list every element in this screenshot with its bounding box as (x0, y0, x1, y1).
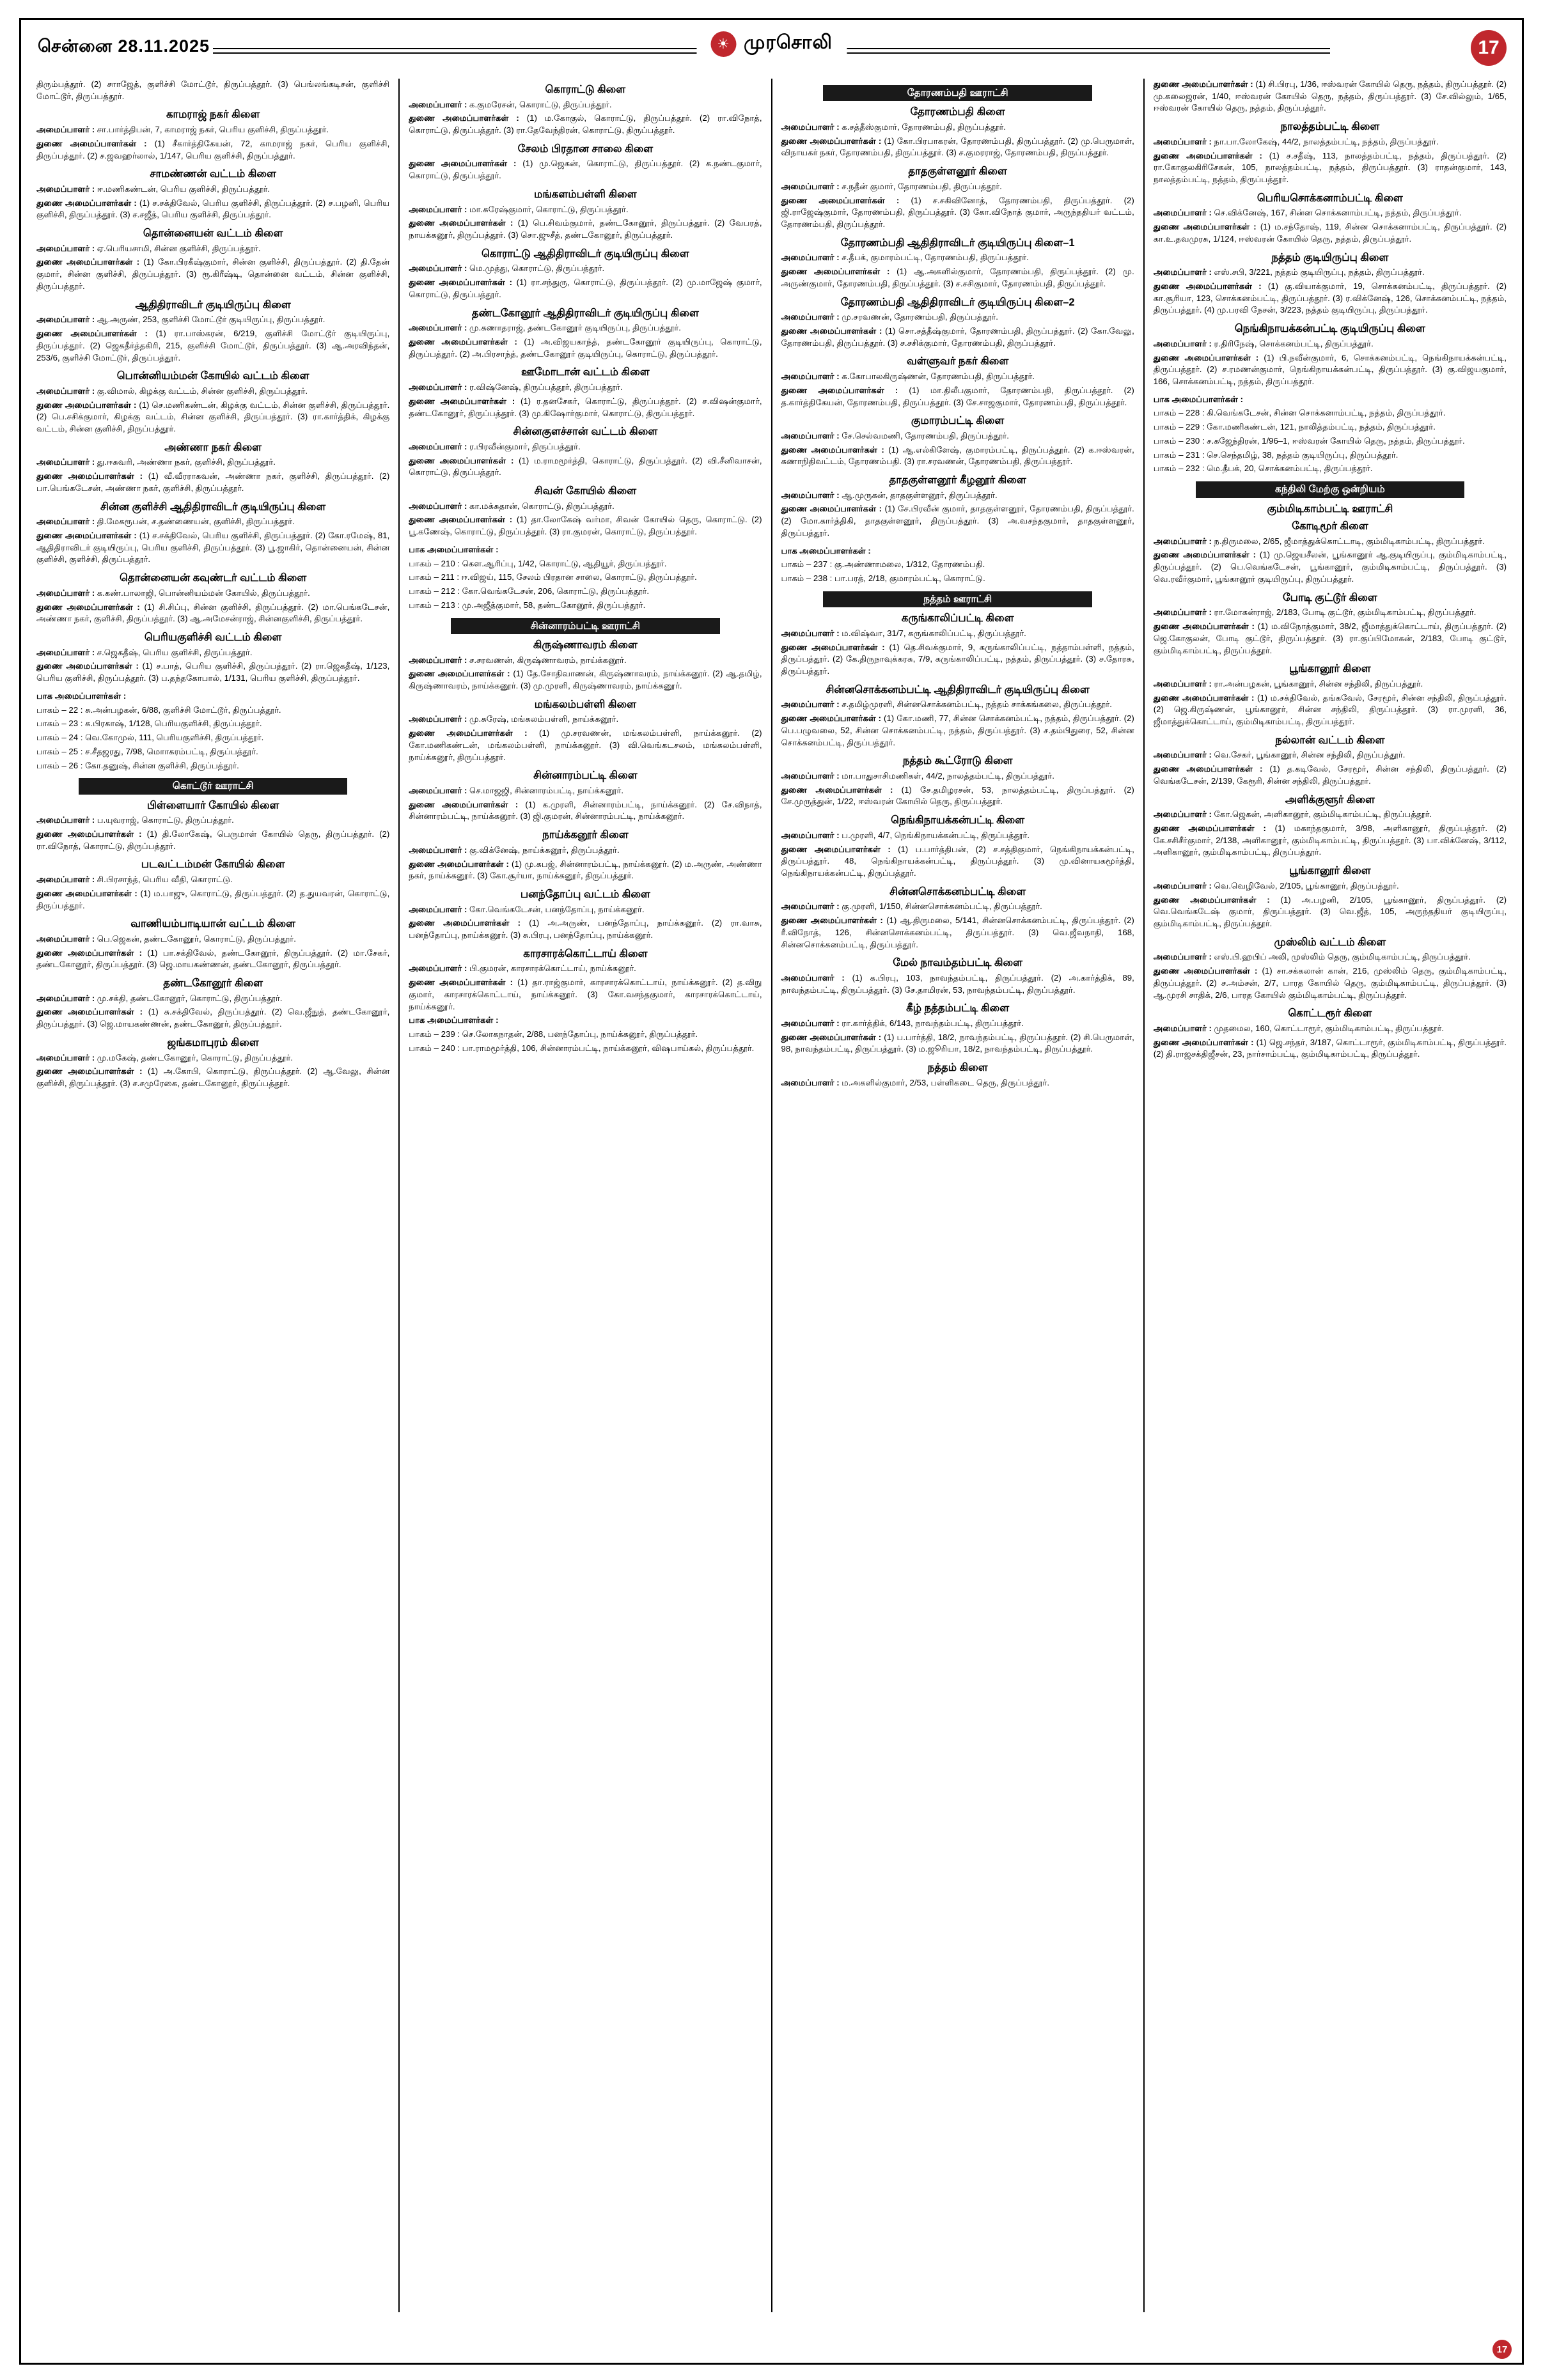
branch-heading: மங்களம்பள்ளி கிளை (534, 188, 637, 200)
text-block (409, 322, 762, 360)
paragraph: துணை அமைப்பாளர்கள் : (1) ச.பாத், பெரிய குளிச்சி, திருப்பத்தூர். (2) ரா.ஜெகதீஷ், 1/123, பெரிய குளிச்சி, திருப்பத்தூர். (3) ப.தந்தகோபால், 1/131, பெரிய குளிச்சி, திருப்பத்தூர். (36, 661, 390, 683)
paragraph: பாகம் – 24 : வெ.கோமுல், 111, பெரியகுளிச்சி, திருப்பத்தூர். (36, 733, 264, 743)
branch-heading: சின்ன குளிச்சி ஆதிதிராவிடர் குடியிருப்பு கிளை (100, 501, 326, 513)
paragraph: அமைப்பாளர் : ஈ.மணிகண்டன், பெரிய குளிச்சி, திருப்பத்தூர். (36, 183, 270, 194)
paragraph: அமைப்பாளர் : பி.குமரன், காரசாரக்கொட்டாய், நாய்க்கனூர். (409, 963, 636, 974)
page-number-footer: 17 (1492, 2340, 1512, 2359)
paragraph: துணை அமைப்பாளர்கள் : (1) கோ.பிரகீஷ்குமார், சின்ன குளிச்சி, திருப்பத்தூர். (2) தி.தேன் குமார், சின்ன குளிச்சி, திருப்பத்தூர். (3) ரூ.கிரீஷ்டி, தொன்னை வட்டம், சின்ன குளிச்சி, திருப்பத்தூர். (36, 257, 390, 291)
paragraph: துணை அமைப்பாளர்கள் : (1) மு.ஜெகன், கொராட்டு, திருப்பத்தூர். (2) க.நண்டகுமார், கொராட்டு, திருப்பத்தூர். (409, 159, 762, 181)
paragraph: அமைப்பாளர் : ர.விஷ்னேஷ், திருப்பத்தூர், திருப்பத்தூர். (409, 382, 623, 393)
paragraph: துணை அமைப்பாளர்கள் : (1) சே.தமிழரசன், 53, நாலத்தம்பட்டி, திருப்பத்தூர். (2) சே.முருத்துன், 1/22, ஈஸ்வரன் கோயில் தெரு, திருப்பத்தூர். (781, 784, 1134, 807)
paragraph: துணை அமைப்பாளர்கள் : (1) ஆ.திருமலை, 5/141, சின்னசொக்கனம்பட்டி, திருப்பத்தூர். (2) ரீ.விநோத், 126, சின்னசொக்கனம்பட்டி, திருப்பத்தூர். (3) வெ.ஜீவநாதி, 168, சின்னசொக்கனம்பட்டி, திருப்பத்தூர். (781, 915, 1134, 949)
branch-heading: கீழ் நத்தம்பட்டி கிளை (906, 1002, 1010, 1015)
text-block (409, 713, 762, 763)
paragraph: அமைப்பாளர் : கோ.ஜெகன், அளிகானூர், கும்மிடிகாம்பட்டி, திருப்பத்தூர். (1153, 809, 1432, 820)
paragraph: அமைப்பாளர் : ச.ஜெகதீஷ், பெரிய குளிச்சி, திருப்பத்தூர். (36, 647, 253, 657)
paragraph: பாகம் – 210 : கௌ.ஆரிப்பு, 1/42, கொராட்டு, ஆதியூர், திருப்பத்தூர். (409, 558, 667, 568)
section-banner: கந்திலி மேற்கு ஒன்றியம் (1196, 481, 1465, 497)
paragraph: அமைப்பாளர் : செ.மாஜஜி, சின்னாரம்பட்டி, நாய்க்கனூர். (409, 785, 624, 795)
text-block (781, 181, 1134, 231)
text-block (781, 699, 1134, 749)
paragraph: அமைப்பாளர் : கா.மக்சுதான், கொராட்டு, திருப்பத்தூர். (409, 501, 615, 511)
branch-heading: ஆதிதிராவிடர் குடியிருப்பு கிளை (135, 299, 291, 311)
branch-heading: காரசாரக்கொட்டாய் கிளை (523, 947, 648, 960)
branch-heading: சேலம் பிரதான சாலை கிளை (517, 143, 654, 155)
paragraph: துணை அமைப்பாளர்கள் : (1) க.முரளி, சின்னாரம்பட்டி, நாய்க்கனூர். (2) சே.விநாத், சின்னாரம்பட்டி, நாய்க்கனூர். (3) ஜி.குமரன், சின்னாரம்பட்டி, நாய்க்கனூர். (409, 799, 762, 821)
branch-heading: நெங்கிநாயக்கன்பட்டி குடியிருப்பு கிளை (1234, 323, 1425, 335)
paragraph: அமைப்பாளர் : து.ஈசுவரி, அண்ணா நகர், குளிச்சி, திருப்பத்தூர். (36, 457, 276, 467)
branch-heading: காமராஜ் நகர் கிளை (166, 109, 260, 121)
paragraph: அமைப்பாளர் : எஸ்.சபி, 3/221, நத்தம் குடியிருப்பு, நத்தம், திருப்பத்தூர். (1153, 267, 1425, 277)
paragraph: துணை அமைப்பாளர்கள் : (1) ச.சக்திவேல், பெரிய குளிச்சி, திருப்பத்தூர். (2) கோ.ரமேஷ், 81, ஆதிதிராவிடர் குடியிருப்பு, பெரிய குளிச்சி, திருப்பத்தூர். (3) பூ.ஜாகிர், தொன்னையன், சின்ன குளிச்சி, குளிச்சி, திருப்பத்தூர். (36, 531, 390, 564)
branch-heading: கோடிமூர் கிளை (1292, 520, 1368, 533)
text-block (409, 204, 762, 242)
branch-heading: முஸ்லிம் வட்டம் கிளை (1274, 936, 1386, 948)
section-banner: நத்தம் ஊராட்சி (823, 591, 1092, 607)
paragraph: துணை அமைப்பாளர்கள் : (1) கோ.பிரபாகரன், தோரணம்பதி, திருப்பத்தூர். (2) மு.பெருமாள், விநாயகர் நகர், தோரணம்பதி, திருப்பத்தூர். (3) ச.குமரராஜ், தோரணம்பதி, திருப்பத்தூர். (781, 136, 1134, 158)
text-block (781, 628, 1134, 678)
paragraph: துணை அமைப்பாளர்கள் : (1) ம.சக்திவேல், தங்கவேல், சேரமூர், சின்ன சந்திலி, திருப்பத்தூர். (2) ஜெ.கிருஷ்ணன், பூங்கானூர், சின்ன சந்திலி, திருப்பத்தூர். (3) ரா.முரளி, 36, ஜீமாத்துக்கொட்டாய், கும்மிடிகாம்பட்டி, திருப்பத்தூர். (1153, 692, 1507, 727)
paragraph: துணை அமைப்பாளர்கள் : (1) கு.வியாக்குமார், 19, சொக்கனம்பட்டி, திருப்பத்தூர். (2) கா.சூரியா, 123, சொக்கனம்பட்டி, திருப்பத்தூர். (3) ர.விக்னேஷ், 126, சொக்கனம்பட்டி, நத்தம், திருப்பத்தூர். (4) மு.பரவி நேசன், 3/223, நத்தம் குடியிருப்பு, திருப்பத்தூர். (1153, 281, 1507, 315)
text-block (781, 430, 1134, 468)
text-block (36, 647, 389, 685)
branch-heading: தோரணம்பதி ஆதிதிராவிடர் குடியிருப்பு கிளை–2 (840, 296, 1075, 308)
text-block (36, 456, 389, 494)
paragraph: துணை அமைப்பாளர்கள் : (1) சு.சக்திவேல், திருப்பத்தூர். (2) வெ.ஜீநுத், தண்டகோனூர், திருப்பத்தூர். (3) ஜெ.மாயகண்ணன், தண்டகோனூர், திருப்பத்தூர். (36, 1007, 390, 1029)
paragraph: பாகம் – 229 : கோ.மணிகண்டன், 121, நாலித்தம்பட்டி, நத்தம், திருப்பத்தூர். (1153, 422, 1436, 432)
paragraph: அமைப்பாளர் : வெ.வெழிவேல், 2/105, பூங்கானூர், திருப்பத்தூர். (1153, 880, 1399, 891)
text-block (781, 311, 1134, 349)
paragraph: அமைப்பாளர் : ச.தீபக், குமாரம்பட்டி, தோரணம்பதி, திருப்பத்தூர். (781, 253, 1029, 263)
text-block (1154, 880, 1507, 930)
branch-heading: நத்தம் கூட்ரோடு கிளை (902, 755, 1013, 767)
branch-heading: சின்னசொக்கனம்பட்டி ஆதிதிராவிடர் குடியிருப்பு கிளை (826, 683, 1090, 696)
masthead-logo (696, 31, 847, 57)
text-block (781, 1018, 1134, 1055)
paragraph: பாக அமைப்பாளர்கள் : (1153, 394, 1243, 404)
paragraph: துணை அமைப்பாளர்கள் : (1) ம.ராமமூர்த்தி, கொராட்டு, திருப்பத்தூர். (2) வி.சீனிவாசன், கொராட்டு, திருப்பத்தூர். (409, 455, 762, 478)
branch-heading: சிவன் கோயில் கிளை (534, 485, 637, 497)
text-block (36, 385, 389, 435)
branch-heading: ஜங்கமாபுரம் கிளை (167, 1036, 259, 1048)
page-border (19, 18, 1524, 2365)
paragraph: அமைப்பாளர் : க.கோபாலகிருஷ்ணன், தோரணம்பதி, திருப்பத்தூர். (781, 371, 1035, 382)
branch-heading: வள்ளுவர் நகர் கிளை (906, 355, 1009, 368)
text-block (1154, 951, 1507, 1001)
text-block (409, 785, 762, 823)
text-block (36, 874, 389, 912)
column-1 (27, 79, 398, 2312)
branch-heading: தண்டகோனூர் ஆதிதிராவிடர் குடியிருப்பு கிளை (471, 307, 699, 319)
paragraph: பாகம் – 23 : க.பிரகாஷ், 1/128, பெரியகுளிச்சி, திருப்பத்தூர். (36, 719, 262, 729)
text-block (1154, 79, 1507, 114)
text-block (36, 183, 389, 221)
publication-title: முரசொலி (744, 32, 833, 53)
paragraph: துணை அமைப்பாளர்கள் : (1) வீ.வீரராகவன், அண்ணா நகர், குளிச்சி, திருப்பத்தூர். (2) பா.பெங்கடேசன், அண்ணா நகர், குளிச்சி, திருப்பத்தூர். (36, 471, 390, 493)
text-block (781, 121, 1134, 159)
paragraph: அமைப்பாளர் : கு.விக்னேஷ், நாய்க்கனூர், திருப்பத்தூர். (409, 844, 620, 855)
paragraph: துணை அமைப்பாளர்கள் : (1) ர.தனசேகர், கொராட்டு, திருப்பத்தூர். (2) ச.விஷன்குமார், தண்டகோனூர், திருப்பத்தூர். (3) மு.கிஷோர்குமார், கொராட்டு, திருப்பத்தூர். (409, 396, 762, 418)
branch-heading: நல்லான் வட்டம் கிளை (1275, 734, 1385, 746)
text-block (36, 993, 389, 1031)
paragraph: அமைப்பாளர் : கு.விமால், கிழக்கு வட்டம், சின்ன குளிச்சி, திருப்பத்தூர். (36, 385, 308, 396)
paragraph: துணை அமைப்பாளர்கள் : (1) சா.சக்கலான் கான், 216, முஸ்லிம் தெரு, கும்மிடிகாம்பட்டி, திருப்பத்தூர். (2) ச.அம்சன், 2/7, பாரத கோயில் தெரு, கும்மிடிகாம்பட்டி, திருப்பத்தூர். (3) ஆ.முரசி சாதிக், 2/6, பாரத கோயில் கும்மிடிகாம்பட்டி, திருப்பத்தூர். (1153, 966, 1507, 1000)
text-block (1154, 749, 1507, 787)
paragraph: அமைப்பாளர் : ரா.மோகன்ராஜ், 2/183, போடி குட்டூர், கும்மிடிகாம்பட்டி, திருப்பத்தூர். (1153, 607, 1476, 618)
branch-heading: வாணியம்பாடியான் வட்டம் கிளை (130, 918, 295, 930)
paragraph: துணை அமைப்பாளர்கள் : (1) ச.சக்திவேல், பெரிய குளிச்சி, திருப்பத்தூர். (2) ச.பழனி, பெரிய குளிச்சி, திருப்பத்தூர். (3) ச.சஜீத், பெரிய குளிச்சி, திருப்பத்தூர். (36, 198, 390, 220)
branch-heading: கும்மிடிகாம்பட்டி ஊராட்சி (1267, 502, 1393, 515)
branch-heading: நாலத்தம்பட்டி கிளை (1280, 121, 1380, 133)
paragraph: துணை அமைப்பாளர்கள் : (1) ச.சகிவினோத், தோரணம்பதி, திருப்பத்தூர். (2) ஜி.ராஜேஷ்குமார், தோரணம்பதி, திருப்பத்தூர். (3) கோ.விநோத் குமார், அருந்ததியர் வட்டம், தோரணம்பதி, திருப்பத்தூர். (781, 195, 1134, 229)
paragraph: துணை அமைப்பாளர்கள் : (1) ப.பார்த்திபன், (2) ச.சத்திகுமார், நெங்கிநாயக்கன்பட்டி, திருப்பத்தூர். 48, நெங்கிநாயக்கன்பட்டி, திருப்பத்தூர். (3) மு.வினாயகமூர்த்தி, நெங்கிநாயக்கன்பட்டி, திருப்பத்தூர். (781, 844, 1134, 878)
paragraph: துணை அமைப்பாளர்கள் : (1) பெ.சிவம்குமார், தண்டகோனூர், திருப்பத்தூர். (2) வேபரத், நாயக்கனூர், திருப்பத்தூர். (3) சொ.ஜுசீத், தண்டகோனூர், திருப்பத்தூர். (409, 218, 762, 240)
branch-heading: பூங்கானூர் கிளை (1289, 865, 1371, 877)
paragraph: துணை அமைப்பாளர்கள் : (1) ஜெ.சந்தர், 3/187, கொட்டாரூர், கும்மிடிகாம்பட்டி, திருப்பத்தூர். (2) தி.ராஜசக்திஜீசன், 23, நார்சாம்பட்டி, கும்மிடிகாம்பட்டி, திருப்பத்தூர். (1153, 1037, 1507, 1059)
paragraph: பாகம் – 228 : கி.வெங்கடேசன், சின்ன சொக்கனாம்பட்டி, நத்தம், திருப்பத்தூர். (1153, 408, 1446, 418)
paragraph: துணை அமைப்பாளர்கள் : (1) மு.கபஜ், சின்னாரம்பட்டி, நாய்க்கனூர். (2) ம.அருண், அண்ணா நகர், நாய்க்கனூர். (3) கோ.சூர்யா, நாய்க்கனூர், திருப்பத்தூர். (409, 859, 762, 881)
paragraph: துணை அமைப்பாளர்கள் : (1) பா.சக்திவேல், தண்டகோனூர், திருப்பத்தூர். (2) மா.சேகர், தண்டகோனூர், திருப்பத்தூர். (3) ஜெ.மாயகண்ணன், தண்டகோனூர், திருப்பத்தூர். (36, 947, 390, 970)
paragraph: துணை அமைப்பாளர்கள் : (1) தா.லோகேஷ் வர்மா, சிவன் கோயில் தெரு, கொராட்டு. (2) பூ.கணேஷ், கொராட்டு, திருப்பத்தூர். (3) ரா.குமரன், கொராட்டு, திருப்பத்தூர். (409, 515, 762, 537)
section-banner: தோரணம்பதி ஊராட்சி (823, 85, 1092, 101)
paragraph: பாகம் – 26 : கோ.தனுஷ், சின்ன குளிச்சி, திருப்பத்தூர். (36, 760, 239, 770)
paragraph: அமைப்பாளர் : மா.சுரேஷ்குமார், கொராட்டு, திருப்பத்தூர். (409, 204, 629, 214)
text-block (1154, 1023, 1507, 1061)
paragraph: பாகம் – 25 : ச.சீதஜரது, 7/98, மொாகரம்பட்டி, திருப்பத்தூர். (36, 746, 258, 756)
text-block (36, 814, 389, 852)
text-block (1154, 607, 1507, 657)
paragraph: அமைப்பாளர் : க.கண்.பாலாஜி, பொன்னியம்மன் கோயில், திருப்பத்தூர். (36, 587, 310, 598)
paragraph: அமைப்பாளர் : மு.கணாதராஜ், தண்டகோனூர் குடியிருப்பு, திருப்பத்தூர். (409, 323, 681, 333)
edition-date: சென்னை 28.11.2025 (38, 36, 210, 56)
branch-heading: படவட்டம்மன் கோயில் கிளை (141, 859, 285, 871)
paragraph: அமைப்பாளர் : ஏ.பெரியசாமி, சின்ன குளிச்சி, திருப்பத்தூர். (36, 243, 261, 253)
branch-heading: கருங்காலிப்பட்டி கிளை (901, 612, 1014, 625)
text-block (409, 501, 762, 538)
branch-heading: நெங்கிநாயக்கன்பட்டி கிளை (891, 814, 1025, 827)
paragraph: துணை அமைப்பாளர்கள் : (1) தா.ராஜ்குமார், காரசாரக்கொட்டாய், நாய்க்கனூர். (2) த.விநு குமார், காரசாரக்கொட்டாய், நாய்க்கனூர். (3) கோ.வசந்தகுமார், காரசாரக்கொட்டாய், நாய்க்கனூர். (409, 977, 762, 1011)
article-columns (21, 75, 1522, 2312)
text-block (781, 252, 1134, 290)
branch-heading: அண்ணா நகர் கிளை (164, 441, 262, 453)
text-block (36, 516, 389, 566)
paragraph: அமைப்பாளர் : வெ.சேகர், பூங்கானூர், சின்ன சந்திலி, திருப்பத்தூர். (1153, 750, 1406, 760)
text-block (36, 243, 389, 293)
branch-heading: பெரியசொக்கனாம்பட்டி கிளை (1257, 192, 1403, 204)
branch-heading: சின்னாரம்பட்டி கிளை (533, 770, 638, 782)
text-block (781, 770, 1134, 808)
branch-heading: நாய்க்கனூர் கிளை (542, 829, 629, 841)
branch-heading: தண்டகோனூர் கிளை (163, 977, 263, 990)
paragraph: பாக அமைப்பாளர்கள் : (781, 545, 871, 556)
paragraph: துணை அமைப்பாளர்கள் : (1) கோ.மணி, 77, சின்ன சொக்கனம்பட்டி, நத்தம், திருப்பத்தூர். (2) பெ.பழுவலை, 52, சின்ன சொக்கனம்பட்டி, நத்தம், திருப்பத்தூர். (3) ச.தம்பிதுரை, 52, சின்ன சொக்கனம்பட்டி, திருப்பத்தூர். (781, 713, 1134, 747)
branch-heading: பிள்ளையார் கோயில் கிளை (146, 799, 279, 811)
masthead (21, 20, 1522, 75)
paragraph: அமைப்பாளர் : ப.முரளி, 4/7, நெங்கிநாயக்கன்பட்டி, திருப்பத்தூர். (781, 830, 1030, 840)
branch-heading: தோரணம்பதி கிளை (910, 106, 1005, 118)
paragraph: துணை அமைப்பாளர்கள் : (1) அ.பழனி, 2/105, பூங்கானூர், திருப்பத்தூர். (2) வெ.வெங்கடேஷ் குமார், திருப்பத்தூர். (3) வெ.ஜீத், 105, அருந்ததியர் குடியிருப்பு, கும்மிடிகாம்பட்டி, திருப்பத்தூர். (1153, 894, 1507, 929)
text-block (781, 545, 1134, 585)
paragraph: துணை அமைப்பாளர்கள் : (1) ம.சந்தோஷ், 119, சின்ன சொக்கனாம்பட்டி, திருப்பத்தூர். (2) கா.உ.தவமுரசு, 1/124, ஈஸ்வரன் கோயில் தெரு, நத்தம், திருப்பத்தூர். (1153, 222, 1507, 244)
text-block (36, 124, 389, 162)
paragraph: அமைப்பாளர் : ச.தமிழ்முரளி, சின்னசொக்கனம்பட்டி, நத்தம் சாக்கங்கலை, திருப்பத்தூர். (781, 699, 1112, 710)
paragraph: அமைப்பாளர் : ரா.கார்த்திக், 6/143, நாவந்தம்பட்டி, திருப்பத்தூர். (781, 1018, 1024, 1029)
text-block (409, 844, 762, 882)
paragraph: அமைப்பாளர் : முதமைல, 160, கொட்டாரூர், கும்மிடிகாம்பட்டி, திருப்பத்தூர். (1153, 1023, 1444, 1033)
text-block (409, 263, 762, 300)
text-block (1154, 809, 1507, 859)
text-block (1154, 136, 1507, 186)
sun-emblem-icon: ☀ (710, 31, 736, 57)
paragraph: துணை அமைப்பாளர்கள் : (1) சொ.சத்தீஷ்குமார், தோரணம்பதி, திருப்பத்தூர். (2) கோ.வேலு, தோரணம்பதி, திருப்பத்தூர். (3) ச.சசிக்குமார், தோரணம்பதி, திருப்பத்தூர். (781, 325, 1134, 348)
paragraph: பாகம் – 213 : மு.அஜீத்குமார், 58, தண்டகோனூர், திருப்பத்தூர். (409, 600, 646, 610)
branch-heading: நத்தம் கிளை (927, 1062, 988, 1074)
paragraph: அமைப்பாளர் : நா.பா.லோகேஷ், 44/2, நாலத்தம்பட்டி, நத்தம், திருப்பத்தூர். (1153, 136, 1439, 146)
branch-heading: தொன்னையன் வட்டம் கிளை (143, 228, 283, 240)
paragraph: அமைப்பாளர் : எஸ்.பி.ஹபிப் அலி, முஸ்லிம் தெரு, கும்மிடிகாம்பட்டி, திருப்பத்தூர். (1153, 952, 1471, 962)
paragraph: துணை அமைப்பாளர்கள் : (1) ஆ.அகளில்குமார், தோரணம்பதி, திருப்பத்தூர். (2) மு. அருண்குமார், தோரணம்பதி, திருப்பத்தூர். (3) ச.சசிகுமார், தோரணம்பதி, திருப்பத்தூர். (781, 267, 1134, 288)
paragraph: அமைப்பாளர் : சி.பிரசாந்த், பெரிய வீதி, கொராட்டு. (36, 875, 233, 885)
paragraph: துணை அமைப்பாளர்கள் : (1) தி.லோகேஷ், பெருமாள் கோயில் தெரு, திருப்பத்தூர். (2) ரா.விநோத், கொராட்டு, திருப்பத்தூர். (36, 829, 390, 851)
paragraph: அமைப்பாளர் : கு.முரளி, 1/150, சின்னசொக்கனம்பட்டி, திருப்பத்தூர். (781, 901, 1042, 912)
text-block (409, 382, 762, 419)
column-2 (398, 79, 771, 2312)
paragraph: துணை அமைப்பாளர்கள் : (1) அ.அருண், பனந்தோப்பு, நாய்க்கனூர். (2) ரா.வாசு, பனந்தோப்பு, நாய்க்கனூர். (3) சு.பிரபு, பனந்தோப்பு, நாய்க்கனூர். (409, 918, 762, 940)
text-block (1154, 394, 1507, 475)
text-block (781, 1077, 1134, 1089)
paragraph: துணை அமைப்பாளர்கள் : (1) மு.ஜெயசீலன், பூங்கானூர் ஆ.குடியிருப்பு, கும்மிடிகாம்பட்டி, திருப்பத்தூர். (2) பெ.வெங்கடேசன், பூங்கானூர், கும்மிடிகாம்பட்டி, திருப்பத்தூர். (3) வெ.ரவீர்குமார், பூங்கானூர் குடியிருப்பு, திருப்பத்தூர். (1153, 550, 1507, 584)
branch-heading: சின்னகுளச்சான் வட்டம் கிளை (513, 426, 658, 438)
text-block (409, 441, 762, 479)
paragraph: துணை அமைப்பாளர்கள் : (1) சி.சிப்பு, சின்ன குளிச்சி, திருப்பத்தூர். (2) மா.பெங்கடேசன், அண்ணா நகர், குளிச்சி, திருப்பத்தூர். (3) ஆ.அமேசன்ராஜ், சின்னகுளிச்சி, திருப்பத்தூர். (36, 602, 390, 624)
branch-heading: மங்கலம்பள்ளி கிளை (534, 698, 637, 710)
text-block (1154, 207, 1507, 245)
branch-heading: கொராட்டு கிளை (545, 84, 626, 95)
paragraph: பாக அமைப்பாளர்கள் : (409, 544, 499, 554)
branch-heading: பூங்கானூர் கிளை (1289, 663, 1371, 675)
paragraph: அமைப்பாளர் : ர.திரிநேஷ், சொக்கனம்பட்டி, திருப்பத்தூர். (1153, 338, 1374, 348)
paragraph: துணை அமைப்பாளர்கள் : (1) பி.நவீன்குமார், 6, சொக்கனம்பட்டி, நெங்கிநாயக்கன்பட்டி, திருப்பத்தூர். (2) ச.ரமணன்குமார், நெங்கிநாயக்கன்பட்டி, திருப்பத்தூர். (3) கு.விஜயகுமார், 166, சொக்கனம்பட்டி, நத்தம், திருப்பத்தூர். (1153, 352, 1507, 386)
paragraph: அமைப்பாளர் : ஆ.முருகன், தாதகுள்ளனூர், திருப்பத்தூர். (781, 490, 998, 500)
branch-heading: குமாரம்பட்டி கிளை (911, 415, 1005, 427)
text-block (781, 830, 1134, 880)
paragraph: பாகம் – 238 : பா.பரத், 2/18, குமாரம்பட்டி, கொராட்டு. (781, 573, 985, 584)
branch-heading: சின்னசொக்கனம்பட்டி கிளை (889, 885, 1026, 898)
paragraph: துணை அமைப்பாளர்கள் : (1) ப.பார்த்தி, 18/2, நாவந்தம்பட்டி, திருப்பத்தூர். (2) சி.பெருமாள், 98, நாவந்தம்பட்டி, திருப்பத்தூர். (3) ம.ஜூரியா, 18/2, நாவந்தம்பட்டி, திருப்பத்தூர். (781, 1032, 1134, 1054)
paragraph: பாகம் – 237 : கு.அண்ணாமலை, 1/312, தோரணம்பதி. (781, 559, 985, 570)
text-block (36, 933, 389, 971)
text-block (1154, 338, 1507, 388)
branch-heading: பெரியகுளிச்சி வட்டம் கிளை (144, 632, 282, 644)
branch-heading: நத்தம் குடியிருப்பு கிளை (1271, 251, 1389, 263)
text-block (1154, 678, 1507, 728)
paragraph: துணை அமைப்பாளர்கள் : (1) தே.சோதிவாணன், கிருஷ்ணாவரம், நாய்க்கனூர். (2) ஆ.தமிழ், கிருஷ்ணாவரம், நாய்க்கனூர். (3) மு.முரளி, கிருஷ்ணாவரம், நாய்க்கனூர். (409, 669, 762, 691)
paragraph: பாக அமைப்பாளர்கள் : (36, 690, 127, 701)
text-block (409, 99, 762, 137)
paragraph: துணை அமைப்பாளர்கள் : (1) த.கடிவேல், சேரமூர், சின்ன சந்திலி, திருப்பத்தூர். (2) வெங்கடேசன், 2/139, கேரூரி, சின்ன சந்திலி, திருப்பத்தூர். (1153, 764, 1507, 786)
paragraph: துணை அமைப்பாளர்கள் : (1) சீகார்த்திகேயன், 72, காமராஜ் நகர், பெரிய குளிச்சி, திருப்பத்தூர். (2) ச.ஜவஹர்லால், 1/147, பெரிய குளிச்சி, திருப்பத்தூர். (36, 138, 390, 160)
paragraph: துணை அமைப்பாளர்கள் : (1) அ.விஜயகாந்த், தண்டகோனூர் குடியிருப்பு, கொராட்டு, திருப்பத்தூர். (2) அ.பிரசாந்த், தண்டகோனூர் குடியிருப்பு, கொராட்டு, திருப்பத்தூர். (409, 336, 762, 359)
paragraph: அமைப்பாளர் : கோ.வெங்கடேசன், பனந்தோப்பு, நாய்க்கனூர். (409, 904, 645, 914)
branch-heading: கிருஷ்ணாவரம் கிளை (533, 639, 638, 651)
paragraph: அமைப்பாளர் : ச.சரவணன், கிருஷ்ணாவரம், நாய்க்கனூர். (409, 655, 627, 665)
text-block (781, 371, 1134, 408)
paragraph: பாகம் – 232 : மெ.தீபக், 20, சொக்கனம்பட்டி, திருப்பத்தூர். (1153, 463, 1373, 474)
column-3 (771, 79, 1143, 2312)
paragraph: அமைப்பாளர் : மெ.முத்து, கொராட்டு, திருப்பத்தூர். (409, 263, 605, 274)
text-block (36, 587, 389, 625)
paragraph: அமைப்பாளர் : தி.மேகரூபன், ச.தண்ணையன், குளிச்சி, திருப்பத்தூர். (36, 517, 295, 527)
column-4 (1143, 79, 1516, 2312)
paragraph: பாகம் – 239 : செ.லோகநாதன், 2/88, பனந்தோப்பு, நாய்க்கனூர், திருப்பத்தூர். (409, 1029, 698, 1039)
branch-heading: அளிக்குளூர் கிளை (1285, 793, 1375, 805)
branch-heading: சாமண்ணன் வட்டம் கிளை (150, 168, 276, 180)
paragraph: துணை அமைப்பாளர்கள் : (1) ச.சதீஷ், 113, நாலத்தம்பட்டி, நத்தம், திருப்பத்தூர். (2) ரா.கோகுலகிரிசேகன், 105, நாலத்தம்பட்டி, நத்தம், திருப்பத்தூர். (3) ராதன்குமார், 143, நாலத்தம்பட்டி, நத்தம், திருப்பத்தூர். (1153, 150, 1507, 185)
text-block (36, 79, 389, 102)
paragraph: அமைப்பாளர் : ப.யுவராஜ், கொராட்டு, திருப்பத்தூர். (36, 815, 234, 825)
section-banner: கொட்டூர் ஊராட்சி (79, 778, 348, 794)
text-block (781, 490, 1134, 540)
paragraph: அமைப்பாளர் : மா.பாதுசாசிமணிகள், 44/2, நாலத்தம்பட்டி, திருப்பத்தூர். (781, 770, 1054, 781)
branch-heading: ஊமோடான் வட்டம் கிளை (521, 366, 650, 378)
paragraph: துணை அமைப்பாளர்கள் : (1) செ.மணிகண்டன், கிழக்கு வட்டம், சின்ன குளிச்சி, திருப்பத்தூர். (2) பெ.சசிக்குமார், கிழக்கு வட்டம், சின்ன குளிச்சி, திருப்பத்தூர். (3) ரா.கார்த்திக், கிழக்கு வட்டம், சின்ன குளிச்சி, திருப்பத்தூர். (36, 400, 390, 434)
paragraph: துணை அமைப்பாளர்கள் : (1) தெ.சிவக்குமார், 9, கருங்காலிப்பட்டி, நத்தாம்பள்ளி, நத்தம், திருப்பத்தூர். (2) கே.திருநாவுக்கரசு, 7/9, கருங்காலிப்பட்டி, நத்தம், திருப்பத்தூர். (3) ச.தோரசு, திருப்பத்தூர். (781, 642, 1134, 676)
text-block (1154, 536, 1507, 586)
paragraph: அமைப்பாளர் : மு.சக்தி, தண்டகோனூர், கொராட்டு, திருப்பத்தூர். (36, 993, 283, 1003)
section-banner: சின்னாரம்பட்டி ஊராட்சி (451, 618, 720, 634)
text-block (409, 158, 762, 182)
branch-heading: தாதகுள்ளனூர் கிளை (908, 166, 1007, 178)
branch-heading: மேல் நாவம்தம்பட்டி கிளை (893, 957, 1022, 969)
paragraph: துணை அமைப்பாளர்கள் : (1) சி.பிரபு, 1/36, ஈஸ்வரன் கோயில் தெரு, நத்தம், திருப்பத்தூர். (2) மு.கலைஜரன், 1/40, ஈஸ்வரன் கோயில் தெரு, நத்தம், திருப்பத்தூர். (3) சே.வில்லும், 1/65, ஈஸ்வரன் கோயில் தெரு, நத்தம், திருப்பத்தூர். (1153, 79, 1507, 113)
branch-heading: போடி குட்டூர் கிளை (1282, 591, 1377, 603)
paragraph: பாகம் – 22 : சு.அன்பழகன், 6/88, குளிச்சி மோட்டூர், திருப்பத்தூர். (36, 704, 281, 715)
paragraph: துணை அமைப்பாளர்கள் : (1) ம.கோகுல், கொராட்டு, திருப்பத்தூர். (2) ரா.விநோத், கொராட்டு, திருப்பத்தூர். (3) ரா.தேவேந்திரன், கொராட்டு, திருப்பத்தூர். (409, 113, 762, 136)
paragraph: அமைப்பாளர் : மு.மகேஷ், தண்டகோனூர், கொராட்டு, திருப்பத்தூர். (36, 1052, 294, 1062)
paragraph: அமைப்பாளர் : ர.பிரவீன்குமார், திருப்பத்தூர். (409, 441, 581, 451)
paragraph: அமைப்பாளர் : க.குமரேசன், கொராட்டு, திருப்பத்தூர். (409, 99, 612, 109)
paragraph: பாகம் – 212 : கோ.வெங்கடேசன், 206, கொராட்டு, திருப்பத்தூர். (409, 586, 650, 596)
paragraph: துணை அமைப்பாளர்கள் : (1) ரா.பாஸ்கரன், 6/219, குளிச்சி மோட்டூர் குடியிருப்பு, திருப்பத்தூர். (2) ஜெகதீர்த்தகிரி, 215, குளிச்சி மோட்டூர், திருப்பத்தூர். (3) ஆ.அரவிந்தன், 253/6, குளிச்சி மோட்டூர், திருப்பத்தூர். (36, 329, 390, 362)
branch-heading: தோரணம்பதி ஆதிதிராவிடர் குடியிருப்பு கிளை–1 (840, 237, 1075, 249)
branch-heading: தாதகுள்ளனூர் கீழனூர் கிளை (889, 474, 1026, 486)
paragraph: திரும்பத்தூர். (2) சாாஜேத், குளிச்சி மோட்டூர், திருப்பத்தூர். (3) பெங்லங்கடிசன், குளிச்சி மோட்டூர், திருப்பத்தூர். (36, 79, 390, 101)
text-block (36, 690, 389, 772)
paragraph: அமைப்பாளர் : ம.அகளில்குமார், 2/53, பள்ளிகடை தெரு, திருப்பத்தூர். (781, 1077, 1049, 1087)
paragraph: அமைப்பாளர் : பெ.ஜெகன், தண்டகோனூர், கொராட்டு, திருப்பத்தூர். (36, 933, 296, 944)
text-block (781, 972, 1134, 996)
paragraph: அமைப்பாளர் : ந.திருமலை, 2/65, ஜீமாத்துக்கொட்டாடி, கும்மிடிகாம்பட்டி, திருப்பத்தூர். (1153, 536, 1485, 546)
paragraph: அமைப்பாளர் : ச.நதீன் குமார், தோரணம்பதி, திருப்பத்தூர். (781, 181, 1002, 191)
paragraph: துணை அமைப்பாளர்கள் : (1) மகாந்தகுமார், 3/98, அளிகானூர், திருப்பத்தூர். (2) கே.சசிசீர்குமார், 2/138, அளிகானூர், கும்மிடிகாம்பட்டி, திருப்பத்தூர். (3) பா.விக்னேஷ், 3/112, அளிகானூர், கும்மிடிகாம்பட்டி, திருப்பத்தூர். (1153, 823, 1507, 857)
paragraph: அமைப்பாளர் : ஆ.அருண், 253, குளிச்சி மோட்டூர் குடியிருப்பு, திருப்பத்தூர். (36, 315, 325, 325)
text-block (409, 544, 762, 612)
text-block (781, 901, 1134, 951)
paragraph: துணை அமைப்பாளர்கள் : (1) அ.கோபி, கொராட்டு, திருப்பத்தூர். (2) ஆ.வேலு, சின்ன குளிச்சி, திருப்பத்தூர். (3) ச.சமுரேகை, தண்டகோனூர், திருப்பத்தூர். (36, 1066, 390, 1089)
text-block (409, 963, 762, 1054)
paragraph: துணை அமைப்பாளர்கள் : (1) ரா.சந்துரு, கொராட்டு, திருப்பத்தூர். (2) மு.மாஜேஷ் குமார், கொராட்டு, திருப்பத்தூர். (409, 277, 762, 299)
paragraph: பாக அமைப்பாளர்கள் : (409, 1015, 499, 1025)
paragraph: அமைப்பாளர் : (1) க.பிரபு, 103, நாவந்தம்பட்டி, திருப்பத்தூர். (2) அ.கார்த்திக், 89, நாவந்தம்பட்டி, திருப்பத்தூர். (3) சே.தாமிரன், 53, நாவந்தம்பட்டி, திருப்பத்தூர். (781, 972, 1134, 995)
paragraph: துணை அமைப்பாளர்கள் : (1) ம.பாஜு, கொராட்டு, திருப்பத்தூர். (2) த.துயவரன், கொராட்டு, திருப்பத்தூர். (36, 888, 390, 910)
paragraph: அமைப்பாளர் : சே.செல்வமணி, தோரணம்பதி, திருப்பத்தூர். (781, 430, 1009, 440)
page-number-badge: 17 (1471, 30, 1507, 66)
paragraph: அமைப்பாளர் : செ.விக்னேஷ், 167, சின்ன சொக்கனாம்பட்டி, நத்தம், திருப்பத்தூர். (1153, 208, 1462, 218)
branch-heading: பொன்னியம்மன் கோயில் வட்டம் கிளை (116, 370, 309, 382)
paragraph: அமைப்பாளர் : மு.சரவணன், தோரணம்பதி, திருப்பத்தூர். (781, 312, 998, 322)
text-block (409, 904, 762, 942)
paragraph: துணை அமைப்பாளர்கள் : (1) ஆ.எல்கிளேஷ், குமாரம்பட்டி, திருப்பத்தூர். (2) க.ஈஸ்வரன், கணாநிதிவட்டம், தோரணம்பதி. (3) ரா.சரவணன், தோரணம்பதி, திருப்பத்தூர். (781, 444, 1134, 467)
paragraph: துணை அமைப்பாளர்கள் : (1) சே.பிரவீன் குமார், தாதகுள்ளனூர், தோரணம்பதி, திருப்பத்தூர். (2) மோ.கார்த்திகி, தாதகுள்ளனூர், திருப்பத்தூர். (3) அ.வசந்தகுமார், தாதகுள்ளனூர், திருப்பத்தூர். (781, 504, 1134, 538)
branch-heading: தொன்னையன் கவுண்டர் வட்டம் கிளை (120, 572, 307, 584)
paragraph: பாகம் – 231 : செ.செந்தமிழ், 38, நத்தம் குடியிருப்பு, திருப்பத்தூர். (1153, 449, 1398, 460)
paragraph: அமைப்பாளர் : ரா.அன்பழகன், பூங்கானூர், சின்ன சந்திலி, திருப்பத்தூர். (1153, 678, 1423, 688)
text-block (36, 314, 389, 364)
paragraph: அமைப்பாளர் : க.சத்தீஸ்குமார், தோரணம்பதி, திருப்பத்தூர். (781, 122, 1006, 132)
paragraph: துணை அமைப்பாளர்கள் : (1) ம.விநோத்குமார், 38/2, ஜீமாத்துக்கொட்டாய், திருப்பத்தூர். (2) ஜெ.கோகுலன், போடி குட்டூர், திருப்பத்தூர். (3) ரா.குப்பிமோகன், 2/183, போடி குட்டூர், கும்மிடிகாம்பட்டி, திருப்பத்தூர். (1153, 621, 1507, 655)
paragraph: பாகம் – 211 : ஈ.விஜய், 115, சேலம் பிரதான சாலை, கொராட்டு, திருப்பத்தூர். (409, 572, 697, 582)
paragraph: அமைப்பாளர் : சா.பார்த்திபன், 7, காமராஜ் நகர், பெரிய குளிச்சி, திருப்பத்தூர். (36, 125, 329, 135)
branch-heading: கொராட்டு ஆதிதிராவிடர் குடியிருப்பு கிளை (481, 247, 689, 260)
paragraph: துணை அமைப்பாளர்கள் : (1) மா.திலீபகுமார், தோரணம்பதி, திருப்பத்தூர். (2) த.கார்த்திகேயன், தோரணம்பதி, திருப்பத்தூர். (3) சே.சாஜகுமார், தோரணம்பதி, திருப்பத்தூர். (781, 385, 1134, 407)
text-block (1154, 267, 1507, 316)
branch-heading: கொட்டரூர் கிளை (1288, 1007, 1372, 1020)
paragraph: அமைப்பாளர் : மு.சுரேஷ், மங்கலம்பள்ளி, நாய்க்கனூர். (409, 714, 619, 724)
paragraph: துணை அமைப்பாளர்கள் : (1) மு.சரவணன், மங்கலம்பள்ளி, நாய்க்கனூர். (2) கோ.மணிகண்டன், மங்கலம்பள்ளி, நாய்க்கனூர். (3) வி.வெங்கடசலம், மங்கலம்பள்ளி, நாய்க்கனூர், திருப்பத்தூர். (409, 728, 762, 762)
text-block (409, 655, 762, 692)
text-block (36, 1052, 389, 1090)
branch-heading: பனந்தோப்பு வட்டம் கிளை (520, 888, 650, 900)
paragraph: பாகம் – 240 : பா.ராமமூர்த்தி, 106, சின்னாரம்பட்டி, நாய்க்கனூர், விஷபாய்கல், திருப்பத்தூர். (409, 1043, 755, 1053)
paragraph: அமைப்பாளர் : ம.விஷ்வா, 31/7, கருங்காலிப்பட்டி, திருப்பத்தூர். (781, 628, 1026, 638)
paragraph: பாகம் – 230 : ச.கஜேந்திரன், 1/96–1, ஈஸ்வரன் கோயில் தெரு, நத்தம், திருப்பத்தூர். (1153, 435, 1465, 446)
